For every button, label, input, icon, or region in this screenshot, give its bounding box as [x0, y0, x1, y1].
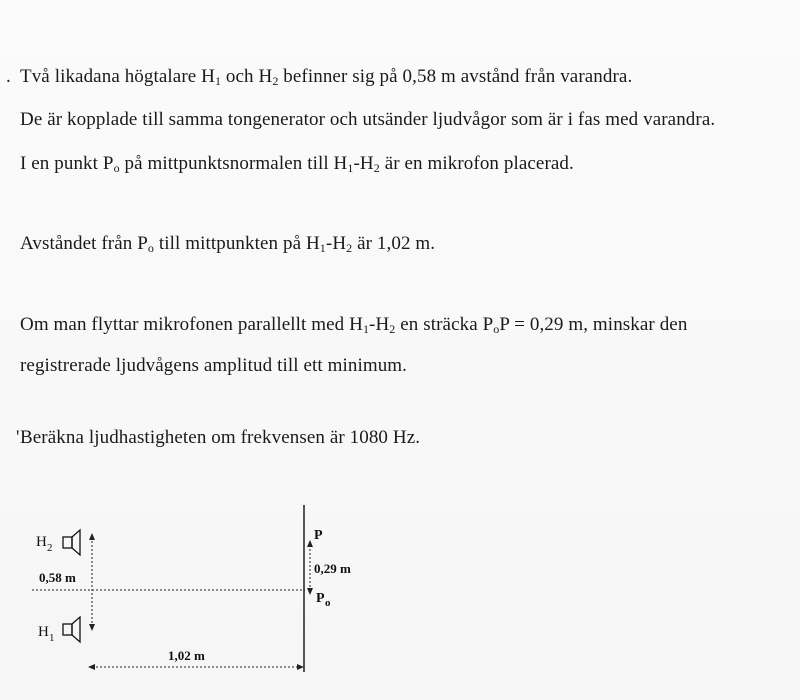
- problem-line-6: registrerade ljudvågens amplitud till ett minimum.: [20, 355, 408, 376]
- speaker-h1-icon: [63, 617, 80, 642]
- problem-question: Beräkna ljudhastigheten om frekvensen är 1080 Hz.: [20, 427, 421, 448]
- p-label: P: [314, 528, 323, 543]
- problem-line-1: Två likadana högtalare $H_1$ och $H_2$ befinner sig på 0,58 m avstånd från varandra.: [20, 66, 633, 88]
- problem-line-2: De är kopplade till samma tongenerator och utsänder ljudvågor som är i fas med varandra.: [20, 109, 716, 130]
- separation-label: 0,58 m: [39, 570, 76, 585]
- shift-label: 0,29 m: [314, 561, 351, 576]
- list-tick: ': [16, 427, 20, 448]
- problem-line-3: I en punkt $P_o$ på mittpunktsnormalen till $H_1-H_2$ är en mikrofon placerad.: [20, 153, 574, 175]
- shift-dimension: [307, 540, 313, 595]
- list-bullet: .: [6, 66, 11, 87]
- h1-label: H: [38, 624, 49, 640]
- separation-dimension: [89, 533, 95, 631]
- h2-label: H: [36, 534, 47, 550]
- speaker-h2-icon: [63, 530, 80, 555]
- h1-subscript: 1: [49, 632, 55, 644]
- p0-label: P: [316, 591, 325, 606]
- distance-dimension: [88, 664, 304, 670]
- h2-subscript: 2: [47, 542, 53, 554]
- problem-line-4: Avståndet från $P_o$ till mittpunkten på $H_1-H_2$ är 1,02 m.: [20, 233, 436, 255]
- problem-line-5: Om man flyttar mikrofonen parallellt med $H_1-H_2$ en sträcka $P_oP = 0,29$ m, minskar den: [20, 314, 688, 336]
- p0-subscript: o: [325, 597, 331, 609]
- distance-label: 1,02 m: [168, 648, 205, 663]
